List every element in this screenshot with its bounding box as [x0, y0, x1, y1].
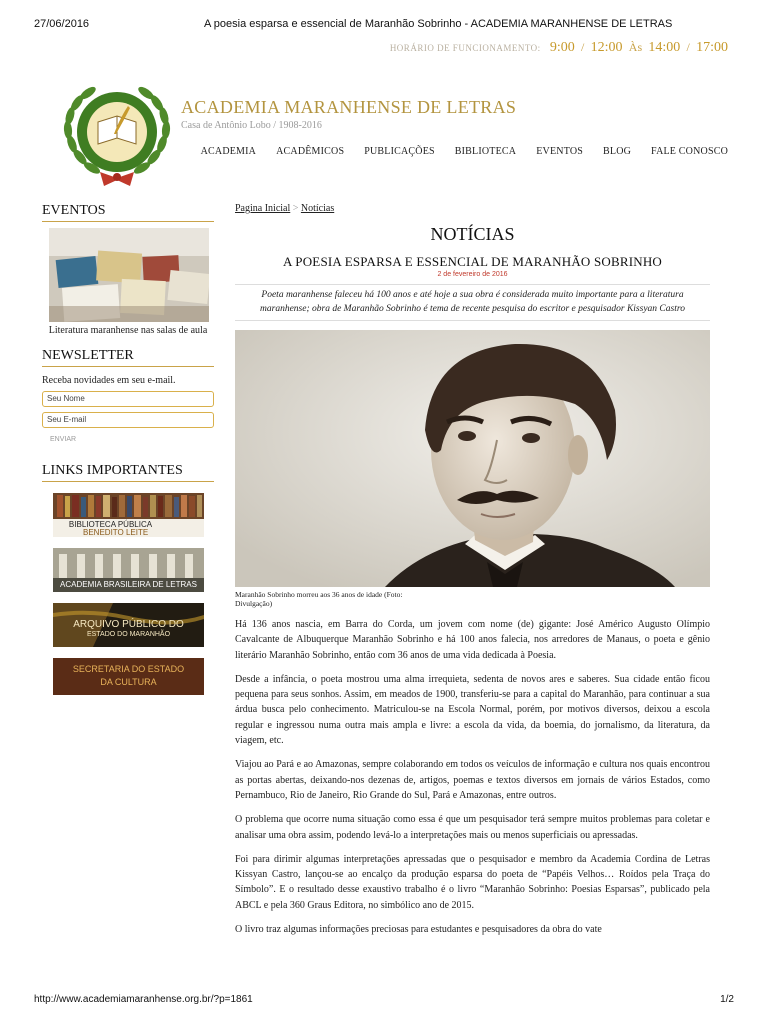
link-secretaria-cultura[interactable] — [53, 658, 204, 695]
link-arquivo-line1: ARQUIVO PÚBLICO DO — [73, 619, 184, 630]
article-date: 2 de fevereiro de 2016 — [437, 271, 508, 278]
print-url: http://www.academiamaranhense.org.br/?p=1861 — [34, 994, 253, 1005]
hours-as: Às — [628, 40, 643, 54]
print-date: 27/06/2016 — [34, 18, 90, 30]
site-title[interactable]: ACADEMIA MARANHENSE DE LETRAS — [181, 97, 517, 117]
article-title: A POESIA ESPARSA E ESSENCIAL DE MARANHÃO SOBRINHO — [282, 254, 663, 269]
nav-fale-conosco[interactable]: FALE CONOSCO — [651, 146, 728, 157]
breadcrumb — [235, 203, 710, 214]
event-caption[interactable]: Literatura maranhense nas salas de aula — [48, 325, 208, 336]
article-paragraph: Foi para dirimir algumas interpretações apressadas que o pesquisador e membro da Academia Cordina de Letras Kissyan Castro, lançou-se ao encalço da produção esparsa do poeta de “Papéis Velhos… Roídos pela Traça do Símbolo”. E o resultado desse exaustivo trabalho é o livro “Maranhão Sobrinho: Poesias Esparsas”, publicado pela ABCL e pela 360 Graus Editora, no simbólico ano de 2015. — [235, 853, 710, 911]
section-heading: NOTÍCIAS — [430, 224, 515, 244]
article-photo — [235, 330, 710, 587]
events-heading: EVENTOS — [42, 203, 214, 222]
link-biblioteca-line2: BENEDITO LEITE — [83, 528, 149, 537]
link-biblioteca-publica[interactable] — [53, 493, 204, 537]
hours-close-1: 12:00 — [590, 40, 623, 55]
send-button[interactable]: ENVIAR — [50, 436, 77, 443]
newsletter-text: Receba novidades em seu e-mail. — [42, 375, 176, 386]
link-academia-brasileira[interactable] — [53, 548, 204, 592]
link-biblioteca-line1: BIBLIOTECA PÚBLICA — [68, 520, 153, 529]
article-paragraph: Há 136 anos nascia, em Barra do Corda, um jovem com nome (de) gigante: José Américo Augusto Olímpio Cavalcante de Albuquerque Maranhão Sobrinho e há 100 anos falecia, nos arredores de Manaus, o poeta e gênio literário Maranhão Sobrinho, então com 36 anos de uma vida dedicada à Poesia. — [235, 619, 710, 661]
link-academia-label: ACADEMIA BRASILEIRA DE LETRAS — [60, 580, 197, 589]
hours-open-2: 14:00 — [648, 40, 681, 55]
name-input[interactable]: Seu Nome — [42, 391, 214, 407]
hours-sep-1: / — [581, 40, 585, 54]
breadcrumb-current[interactable]: Notícias — [300, 203, 335, 214]
email-input[interactable]: Seu E-mail — [42, 412, 214, 428]
article-paragraph: O livro traz algumas informações preciosas para estudantes e pesquisadores da obra do vate — [235, 924, 602, 936]
article-paragraph: O problema que ocorre numa situação como essa é que um pesquisador terá sempre muitos problemas para coletar e analisar uma obra assim, podendo levá-lo a interpretações mais ou menos superficiais ou apressadas. — [235, 814, 710, 841]
nav-academia[interactable]: ACADEMIA — [200, 146, 257, 157]
article-body — [235, 617, 710, 937]
links-heading: LINKS IMPORTANTES — [42, 463, 214, 482]
hours-label: HORÁRIO DE FUNCIONAMENTO: — [389, 43, 541, 53]
event-image[interactable] — [49, 228, 209, 322]
article-paragraph: Desde a infância, o poeta mostrou uma alma irrequieta, sedenta de novos ares e saberes. Sua cidade então ficou pequena para seus sonhos. Assim, em meados de 1900, transferiu-se para a capital do Maranhão, para continuar a sua árdua busca pelo conhecimento. Matriculou-se na Escola Normal, porém, por motivos diversos, deixou a escola regular e ingressou numa outra mais ampla e livre: a escola da vida, da boemia, do jornalismo, da literatura, da viagem, etc. — [235, 673, 710, 747]
nav-eventos[interactable]: EVENTOS — [536, 146, 584, 157]
opening-hours — [390, 39, 728, 56]
article-lead: Poeta maranhense faleceu há 100 anos e até hoje a sua obra é considerada muito importante para a literatura maranhense; obra de Maranhão Sobrinho é tema de recente pesquisa do escritor e pesquisador Kissyan Castro — [235, 284, 710, 321]
site-subtitle: Casa de Antônio Lobo / 1908-2016 — [181, 120, 322, 131]
photo-caption: Maranhão Sobrinho morreu aos 36 anos de idade (Foto: Divulgação) — [235, 590, 403, 608]
breadcrumb-separator: > — [292, 203, 299, 214]
main-content — [235, 203, 710, 937]
print-header — [34, 18, 734, 32]
sidebar — [42, 203, 214, 695]
nav-publicacoes[interactable]: PUBLICAÇÕES — [364, 146, 435, 157]
academy-logo[interactable] — [58, 82, 176, 192]
nav-biblioteca[interactable]: BIBLIOTECA — [454, 146, 517, 157]
print-page-number: 1/2 — [720, 994, 734, 1005]
article-paragraph: Viajou ao Pará e ao Amazonas, sempre colaborando em todos os veículos de informação e cultura nos quais encontrou as portas abertas, deixando-nos dezenas de, artigos, poemas e textos diversos em jornais de vários Estados, como Pernambuco, Rio de Janeiro, Rio Grande do Sul, Pará e Amazonas, entre outros. — [235, 759, 710, 801]
main-nav — [181, 146, 728, 157]
breadcrumb-home[interactable]: Pagina Inicial — [235, 203, 291, 214]
print-page-title: A poesia esparsa e essencial de Maranhão Sobrinho - ACADEMIA MARANHENSE DE LETRAS — [204, 18, 673, 30]
hours-close-2: 17:00 — [696, 40, 728, 55]
link-arquivo-line2: ESTADO DO MARANHÃO — [86, 631, 171, 638]
link-secretaria-line1: SECRETARIA DO ESTADO — [72, 664, 185, 674]
nav-academicos[interactable]: ACADÊMICOS — [276, 146, 345, 157]
hours-open-1: 9:00 — [549, 40, 575, 55]
link-secretaria-line2: DA CULTURA — [100, 677, 157, 687]
link-arquivo-publico[interactable] — [53, 603, 204, 647]
newsletter-heading: NEWSLETTER — [42, 348, 214, 367]
hours-sep-2: / — [686, 40, 690, 54]
nav-blog[interactable]: BLOG — [603, 146, 632, 157]
